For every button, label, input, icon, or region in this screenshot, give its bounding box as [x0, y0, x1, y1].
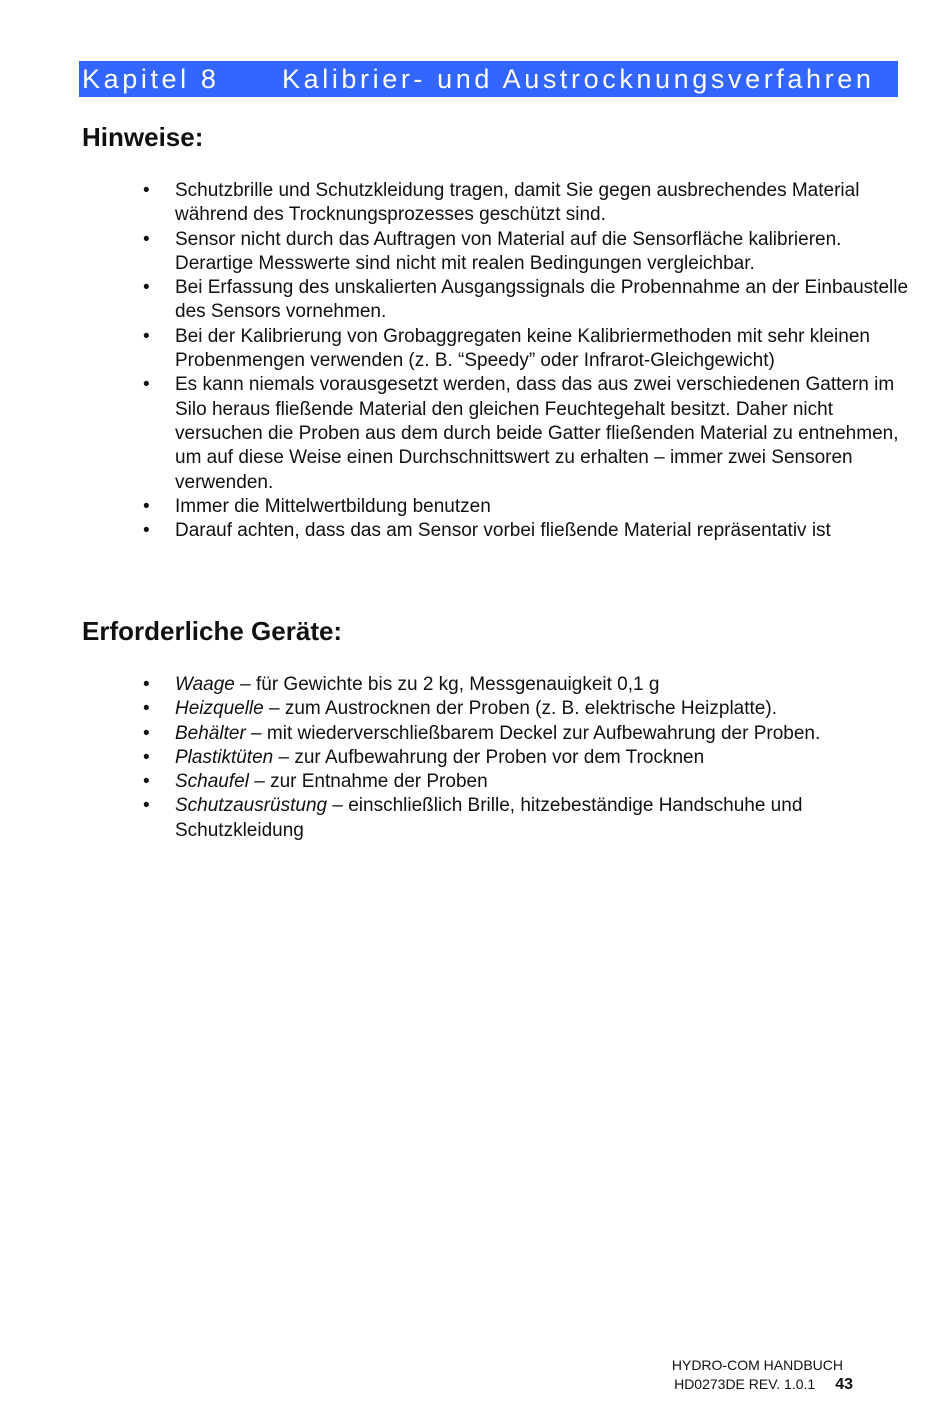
- bullet-icon: •: [143, 746, 150, 768]
- list-item: [0, 228, 950, 277]
- chapter-header-bar: [79, 61, 898, 97]
- list-item: [0, 673, 950, 697]
- list-item: [0, 770, 950, 794]
- chapter-title: Kalibrier- und Austrocknungsverfahren: [282, 64, 875, 94]
- equipment-description: – einschließlich Brille, hitzebeständige Handschuhe und Schutzkleidung: [175, 795, 803, 841]
- list-item: [0, 697, 950, 721]
- equipment-description: – zur Entnahme der Proben: [248, 771, 488, 793]
- list-item: [0, 519, 950, 543]
- list-item: [0, 179, 950, 228]
- equipment-description: – mit wiederverschließbarem Deckel zur Aufbewahrung der Proben.: [245, 722, 821, 744]
- notes-list: [0, 179, 950, 543]
- bullet-icon: •: [143, 674, 150, 695]
- list-item: [0, 276, 950, 325]
- list-item: [0, 325, 950, 374]
- note-text: Bei der Kalibrierung von Grobaggregaten keine Kalibriermethoden mit sehr kleinen Probenmengen verwenden (z. B. “Speedy” oder Infrarot-Gleichgewicht): [175, 325, 870, 372]
- note-text: Es kann niemals vorausgesetzt werden, dass das aus zwei verschiedenen Gattern im Silo heraus fließende Material den gleichen Feuchtegehalt besitzt. Daher nicht versuchen die Proben aus dem durch beide Gatter fließenden Material zu entnehmen, um auf diese Weise einen Durchschnittswert zu erhalten – immer zwei Sensoren verwenden.: [175, 374, 899, 493]
- bullet-icon: •: [143, 325, 150, 347]
- list-item: [0, 746, 950, 770]
- equipment-term: Waage: [175, 674, 235, 695]
- list-item: [0, 722, 950, 746]
- bullet-icon: •: [143, 795, 150, 817]
- bullet-icon: •: [143, 771, 150, 793]
- footer-manual-name: HYDRO-COM HANDBUCH: [671, 1357, 843, 1373]
- bullet-icon: •: [143, 374, 150, 396]
- page-number: 43: [835, 1376, 853, 1393]
- note-text: Schutzbrille und Schutzkleidung tragen, damit Sie gegen ausbrechendes Material während des Trocknungsprozesses geschützt sind.: [175, 180, 860, 226]
- equipment-heading: Erforderliche Geräte:: [82, 616, 343, 646]
- bullet-icon: •: [143, 698, 150, 720]
- equipment-description: – zur Aufbewahrung der Proben vor dem Trocknen: [273, 746, 705, 768]
- bullet-icon: •: [143, 722, 150, 744]
- equipment-term: Plastiktüten: [175, 746, 274, 768]
- note-text: Darauf achten, dass das am Sensor vorbei fließende Material repräsentativ ist: [175, 520, 831, 542]
- equipment-description: – für Gewichte bis zu 2 kg, Messgenauigkeit 0,1 g: [234, 674, 660, 695]
- bullet-icon: •: [143, 495, 150, 517]
- note-text: Sensor nicht durch das Auftragen von Material auf die Sensorfläche kalibrieren. Derartige Messwerte sind nicht mit realen Bedingungen vergleichbar.: [175, 228, 842, 274]
- bullet-icon: •: [143, 520, 150, 542]
- bullet-icon: •: [143, 180, 150, 201]
- footer-revision: HD0273DE REV. 1.0.1: [674, 1376, 816, 1392]
- equipment-list: [0, 673, 950, 843]
- chapter-number: Kapitel 8: [82, 64, 220, 94]
- footer-revision-line: [600, 1375, 853, 1394]
- equipment-term: Heizquelle: [175, 698, 264, 720]
- list-item: [0, 495, 950, 519]
- note-text: Bei Erfassung des unskalierten Ausgangssignals die Probennahme an der Einbaustelle des Sensors vornehmen.: [175, 277, 909, 323]
- bullet-icon: •: [143, 277, 150, 299]
- bullet-icon: •: [143, 228, 150, 250]
- equipment-description: – zum Austrocknen der Proben (z. B. elektrische Heizplatte).: [263, 698, 777, 720]
- list-item: [0, 794, 950, 843]
- notes-heading: Hinweise:: [82, 122, 204, 152]
- equipment-term: Schutzausrüstung: [175, 795, 328, 817]
- equipment-term: Schaufel: [175, 771, 249, 793]
- equipment-term: Behälter: [175, 722, 246, 744]
- list-item: [0, 373, 950, 494]
- note-text: Immer die Mittelwertbildung benutzen: [175, 495, 491, 517]
